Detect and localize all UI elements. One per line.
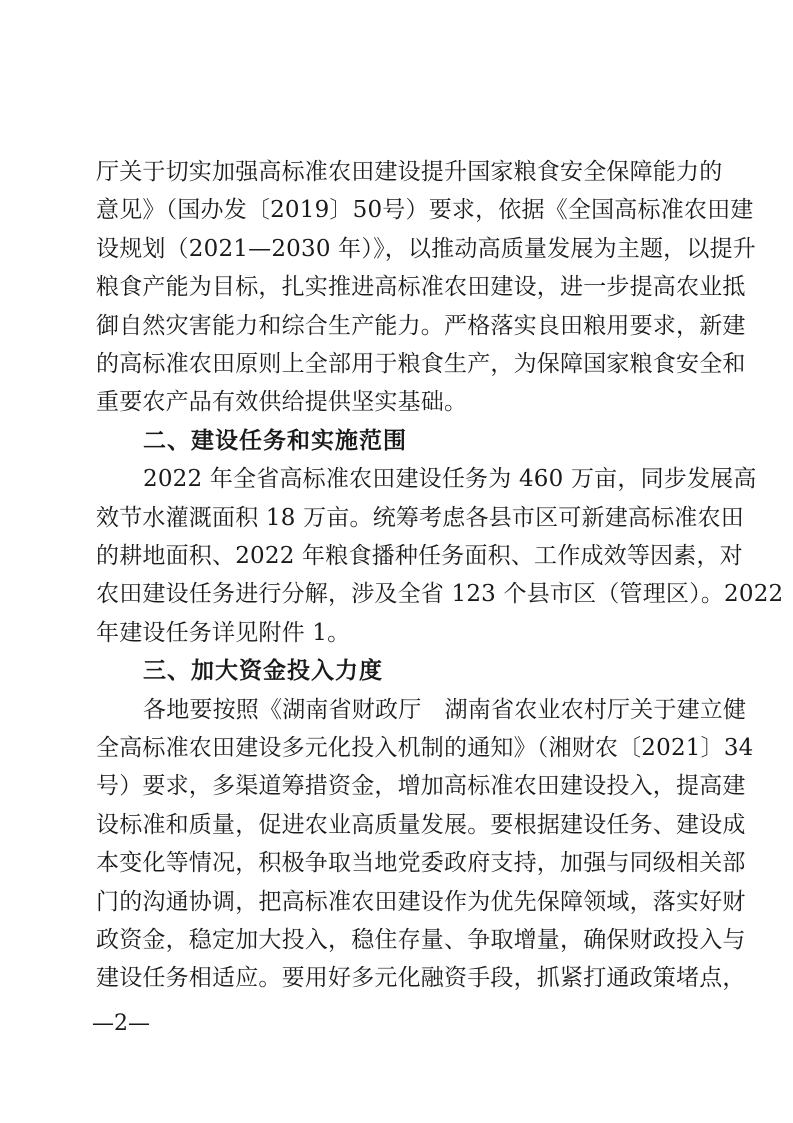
body-text-line: 粮食产能为目标，扎实推进高标准农田建设，进一步提高农业抵 xyxy=(96,274,746,301)
page-number: —2— xyxy=(92,1011,150,1036)
section-heading: 二、建设任务和实施范围 xyxy=(143,427,407,454)
body-text-line: 设规划（2021—2030 年）》，以推动高质量发展为主题，以提升 xyxy=(96,235,756,262)
body-text-line: 农田建设任务进行分解，涉及全省 123 个县市区（管理区）。2022 xyxy=(96,581,784,608)
body-text-line: 建设任务相适应。要用好多元化融资手段，抓紧打通政策堵点， xyxy=(96,965,746,992)
body-text-line: 厅关于切实加强高标准农田建设提升国家粮食安全保障能力的 xyxy=(96,159,723,185)
body-text-line: 设标准和质量，促进农业高质量发展。要根据建设任务、建设成 xyxy=(96,811,746,838)
body-text-line: 的高标准农田原则上全部用于粮食生产，为保障国家粮食安全和 xyxy=(96,351,746,377)
paragraph-first-line: 各地要按照《湖南省财政厅 湖南省农业农村厅关于建立健 xyxy=(143,696,747,723)
body-text-line: 御自然灾害能力和综合生产能力。严格落实良田粮用要求，新建 xyxy=(96,312,746,339)
body-text-line: 门的沟通协调，把高标准农田建设作为优先保障领域，落实好财 xyxy=(96,888,746,915)
body-text-line: 效节水灌溉面积 18 万亩。统筹考虑各县市区可新建高标准农田 xyxy=(96,504,744,531)
body-text-line: 号）要求，多渠道筹措资金，增加高标准农田建设投入，提高建 xyxy=(96,773,746,800)
paragraph-last-line: 年建设任务详见附件 1。 xyxy=(96,619,351,646)
body-text-line: 本变化等情况，积极争取当地党委政府支持，加强与同级相关部 xyxy=(96,850,746,877)
section-heading: 三、加大资金投入力度 xyxy=(143,658,383,685)
body-text-line: 意见》（国办发〔2019〕50号）要求，依据《全国高标准农田建 xyxy=(96,197,754,224)
body-text-line: 全高标准农田建设多元化投入机制的通知》（湘财农〔2021〕34 xyxy=(96,735,754,761)
body-text-line: 政资金，稳定加大投入，稳住存量、争取增量，确保财政投入与 xyxy=(96,927,746,953)
paragraph-first-line: 2022 年全省高标准农田建设任务为 460 万亩，同步发展高 xyxy=(143,466,757,493)
body-text-line: 的耕地面积、2022 年粮食播种任务面积、工作成效等因素，对 xyxy=(96,543,743,569)
paragraph-last-line: 重要农产品有效供给提供坚实基础。 xyxy=(96,389,468,416)
